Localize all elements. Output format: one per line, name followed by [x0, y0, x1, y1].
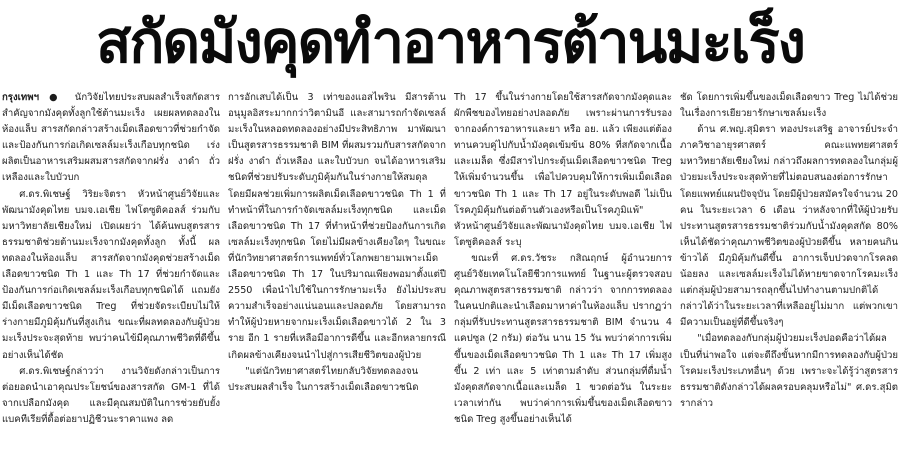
paragraph-text: นักวิจัยไทยประสบผลสำเร็จสกัดสารสำคัญจากมังคุดทั้งลูกใช้ต้านมะเร็ง เผยผลทดลองในห้องแล็บ สารสกัดกล่าวสร้างเม็ดเลือดขาวที่ช่วยกำจัดและป้องกันการก่อเกิดเซลล์มะเร็งเกือบทุกชนิด เร่งผลิตเป็นอาหารเสริมผสมสารสกัดจากฝรั่ง งาดำ ถั่วเหลืองและใบบัวบก: [2, 92, 220, 184]
article-body: [2, 90, 898, 459]
paragraph: การอักเสบได้เป็น 3 เท่าของแอสไพริน มีสารต้านอนุมูลอิสระมากกว่าวิตามินอี และสามารถกำจัดเซลล์มะเร็งในหลอดทดลองอย่างมีประสิทธิภาพ มาพัฒนาเป็นสูตรสารธรรมชาติ BIM ที่ผสมรวมกับสารสกัดจากฝรั่ง งาดำ ถั่วเหลือง และใบบัวบก จนได้อาหารเสริมชนิดที่ช่วยปรับระดับภูมิคุ้มกันในร่างกายให้สมดุล โดยมีผลช่วยเพิ่มการผลิตเม็ดเลือดขาวชนิด Th 1 ที่ทำหน้าที่ในการกำจัดเซลล์มะเร็งทุกชนิด และเม็ดเลือดขาวชนิด Th 17 ที่ทำหน้าที่ช่วยป้องกันการเกิดเซลล์มะเร็งทุกชนิด โดยไม่มีผลข้างเคียงใดๆ ในขณะที่นักวิทยาศาสตร์การแพทย์ทั่วโลกพยายามเพาะเม็ดเลือดขาวชนิด Th 17 ในปริมาณเพียงพอมาตั้งแต่ปี 2550 เพื่อนำไปใช้ในการรักษามะเร็ง ยังไม่ประสบความสำเร็จอย่างแน่นอนและปลอดภัย โดยสามารถทำให้ผู้ป่วยหายจากมะเร็งเม็ดเลือดขาวได้ 2 ใน 3 ราย อีก 1 รายที่เหลือมีอาการดีขึ้น และอีกหลายกรณีเกิดผลข้างเคียงจนนำไปสู่การเสียชีวิตของผู้ป่วย: [228, 92, 446, 361]
paragraph: [2, 90, 220, 187]
paragraph: ด้าน ศ.พญ.สุมิตรา ทองประเสริฐ อาจารย์ประจำภาควิชาอายุรศาสตร์ คณะแพทยศาสตร์ มหาวิทยาลัยเชียงใหม่ กล่าวถึงผลการทดลองในกลุ่มผู้ป่วยมะเร็งประจะสุดท้ายที่ไม่ตอบสนองต่อการรักษาโดยแพทย์แผนปัจจุบัน โดยมีผู้ป่วยสมัครใจจำนวน 20 คน ในระยะเวลา 6 เดือน ว่าหลังจากที่ให้ผู้ป่วยรับประทานสูตรสารธรรมชาติร่วมกับน้ำมังคุดสกัด 80% เห็นได้ชัดว่าคุณภาพชีวิตของผู้ป่วยดีขึ้น หลายคนกินข้าวได้ มีภูมิคุ้มกันดีขึ้น อาการเจ็บปวดจากโรคลดน้อยลง และเซลล์มะเร็งไม่ได้หายขาดจากโรคมะเร็ง แต่กลุ่มผู้ป่วยสามารถลุกขึ้นไปทำงานตามปกติได้ กล่าวได้ว่าในระยะเวลาที่เหลืออยู่ไม่มาก แต่พวกเขามีความเป็นอยู่ที่ดีขึ้นจริงๆ: [680, 124, 898, 329]
dateline: กรุงเทพฯ: [2, 92, 39, 103]
paragraph: "เมื่อทดลองกับกลุ่มผู้ป่วยมะเร็งปอดคือว่าได้ผลเป็นที่น่าพอใจ แต่จะดีถึงขั้นหากมีการทดลองกับผู้ป่วยโรคมะเร็งประเภทอื่นๆ ด้วย เพราะจะได้รู้ว่าสูตรสารธรรมชาติดังกล่าวได้ผลครอบคลุมหรือไม่" ศ.ดร.สุมิตรากล่าว: [680, 333, 898, 409]
article-column-2: [228, 90, 446, 459]
paragraph: ศ.ดร.พิเชษฐ์ วิริยะจิตรา หัวหน้าศูนย์วิจัยและพัฒนามังคุดไทย บมจ.เอเชีย ไฟโตซูติคอลส์ ร่วมกับมหาวิทยาลัยเชียงใหม่ เปิดเผยว่า ได้ค้นพบสูตรสารธรรมชาติช่วยต้านมะเร็งจากมังคุดทั้งลูก ทั้งนี้ ผลทดลองในห้องแล็บ สารสกัดจากมังคุดช่วยสร้างเม็ดเลือดขาวชนิด Th 1 และ Th 17 ที่ช่วยกำจัดและป้องกันการก่อเกิดเซลล์มะเร็งเกือบทุกชนิดได้ แถมยังมีเม็ดเลือดขาวชนิด Treg ที่ช่วยจัดระเบียบไม่ให้ร่างกายมีภูมิคุ้มกันที่สูงเกิน ขณะที่ผลทดลองกับผู้ป่วยมะเร็งประจะสุดท้าย พบว่าคนไข้มีคุณภาพชีวิตที่ดีขึ้นอย่างเห็นได้ชัด: [2, 188, 220, 361]
paragraph: ชัด โดยการเพิ่มขึ้นของเม็ดเลือดขาว Treg ไม่ได้ช่วยในเรื่องการเยียวยารักษาเซลล์มะเร็ง: [680, 92, 898, 120]
paragraph: ขณะที่ ศ.ดร.วัชระ กสิณฤกษ์ ผู้อำนวยการศูนย์วิจัยเทคโนโลยีชีวการแพทย์ ในฐานะผู้ตรวจสอบคุณภาพสูตรสารธรรมชาติ กล่าวว่า จากการทดลองในคนปกติและนำเลือดมาหาค่าในห้องแล็บ ปรากฏว่ากลุ่มที่รับประทานสูตรสารธรรมชาติ BIM จำนวน 4 แคปซูล (2 กรัม) ต่อวัน นาน 15 วัน พบว่าค่าการเพิ่มขึ้นของเม็ดเลือดขาวชนิด Th 1 และ Th 17 เพิ่มสูงขึ้น 2 เท่า และ 5 เท่าตามลำดับ ส่วนกลุ่มที่ดื่มน้ำมังคุดสกัดจากเนื้อและเมล็ด 1 ขวดต่อวัน ในระยะเวลาเท่ากัน พบว่าค่าการเพิ่มขึ้นของเม็ดเลือดขาวชนิด Treg สูงขึ้นอย่างเห็นได้: [454, 252, 672, 425]
paragraph: "แต่นักวิทยาศาสตร์ไทยกลับวิจัยทดลองจนประสบผลสำเร็จ ในการสร้างเม็ดเลือดขาวชนิด: [228, 365, 419, 393]
bullet-icon: ●: [49, 92, 65, 103]
article-column-3: [454, 90, 672, 459]
headline: สกัดมังคุดทำอาหารต้านมะเร็ง: [96, 8, 804, 76]
paragraph: Th 17 ขึ้นในร่างกายโดยใช้สารสกัดจากมังคุดและผักพืชของไทยอย่างปลอดภัย เพราะผ่านการรับรองจากองค์การอาหารและยา หรือ อย. แล้ว เพียงแต่ต้องทานควบคู่ไปกับน้ำมังคุดเข้มข้น 80% ที่สกัดจากเนื้อและเมล็ด ซึ่งมีสารไปกระตุ้นเม็ดเลือดขาวชนิด Treg ให้เพิ่มจำนวนขึ้น เพื่อไปควบคุมให้การเพิ่มเม็ดเลือดขาวชนิด Th 1 และ Th 17 อยู่ในระดับพอดี ไม่เป็นโรคภูมิคุ้มกันต่อต้านตัวเองหรือเป็นโรคภูมิแพ้" หัวหน้าศูนย์วิจัยและพัฒนามังคุดไทย บมจ.เอเชีย ไฟโตซูติคอลส์ ระบุ: [454, 92, 672, 248]
paragraph: ศ.ดร.พิเชษฐ์กล่าวว่า งานวิจัยดังกล่าวเป็นการต่อยอดนำเอาคุณประโยชน์ของสารสกัด GM-1 ที่ได้จากเปลือกมังคุด และมีคุณสมบัติในการช่วยยับยั้งแบคทีเรียที่ดื้อต่อยาปฏิชีวนะราคาแพง ลด: [2, 365, 220, 425]
article-column-1: [2, 90, 220, 459]
article-column-4: [680, 90, 898, 459]
